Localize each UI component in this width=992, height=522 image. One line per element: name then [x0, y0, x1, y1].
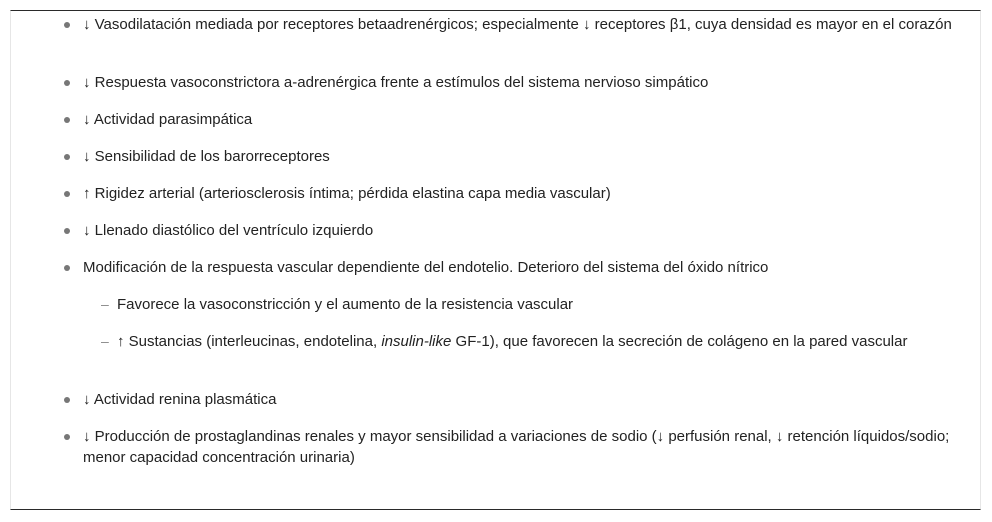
- sub-list-item-text-end: GF-1), que favorecen la secreción de colágeno en la pared vascular: [451, 333, 908, 350]
- list-item: [83, 14, 953, 35]
- italic-term: insulin-like: [381, 333, 452, 350]
- bullet-dot-icon: [64, 397, 70, 403]
- dash-icon: –: [101, 333, 109, 349]
- bullet-dot-icon: [64, 117, 70, 123]
- list-item: [83, 109, 953, 130]
- list-item-text: ↑ Rigidez arterial (arteriosclerosis íntima; pérdida elastina capa media vascular): [83, 185, 611, 202]
- sub-list-item: [101, 294, 917, 315]
- list-item: [83, 426, 953, 468]
- bullet-dot-icon: [64, 434, 70, 440]
- bullet-dot-icon: [64, 22, 70, 28]
- list-item-text: ↓ Sensibilidad de los barorreceptores: [83, 148, 330, 165]
- bullet-dot-icon: [64, 191, 70, 197]
- bullet-dot-icon: [64, 80, 70, 86]
- list-item-text: ↓ Producción de prostaglandinas renales y mayor sensibilidad a variaciones de sodio (↓ perfusión renal, ↓ retención líquidos/sodio; menor capacidad concentración urinaria): [83, 428, 950, 466]
- list-item: [83, 183, 953, 204]
- list-item-text: ↓ Respuesta vasoconstrictora a-adrenérgica frente a estímulos del sistema nervioso simpático: [83, 74, 709, 91]
- content-frame: [10, 10, 981, 510]
- list-item: [83, 146, 953, 167]
- list-item: [83, 389, 953, 410]
- list-item-text: ↓ Llenado diastólico del ventrículo izquierdo: [83, 222, 374, 239]
- dash-icon: –: [101, 296, 109, 312]
- list-item-text: ↓ Vasodilatación mediada por receptores betaadrenérgicos; especialmente ↓ receptores β1, cuya densidad es mayor en el corazón: [83, 16, 952, 33]
- sub-list-item-text: Favorece la vasoconstricción y el aumento de la resistencia vascular: [117, 296, 574, 313]
- bullet-dot-icon: [64, 265, 70, 271]
- list-item-text: Modificación de la respuesta vascular dependiente del endotelio. Deterioro del sistema del óxido nítrico: [83, 259, 769, 276]
- sub-list-item-text-start: ↑ Sustancias (interleucinas, endotelina,: [117, 333, 382, 350]
- list-item: [83, 72, 953, 93]
- sub-list-item-text: [117, 333, 907, 350]
- bullet-dot-icon: [64, 228, 70, 234]
- list-item: [83, 220, 953, 241]
- bullet-dot-icon: [64, 154, 70, 160]
- list-item-text: ↓ Actividad renina plasmática: [83, 391, 277, 408]
- list-item: [83, 257, 953, 278]
- list-item-text: ↓ Actividad parasimpática: [83, 111, 253, 128]
- sub-list-item: [101, 331, 917, 352]
